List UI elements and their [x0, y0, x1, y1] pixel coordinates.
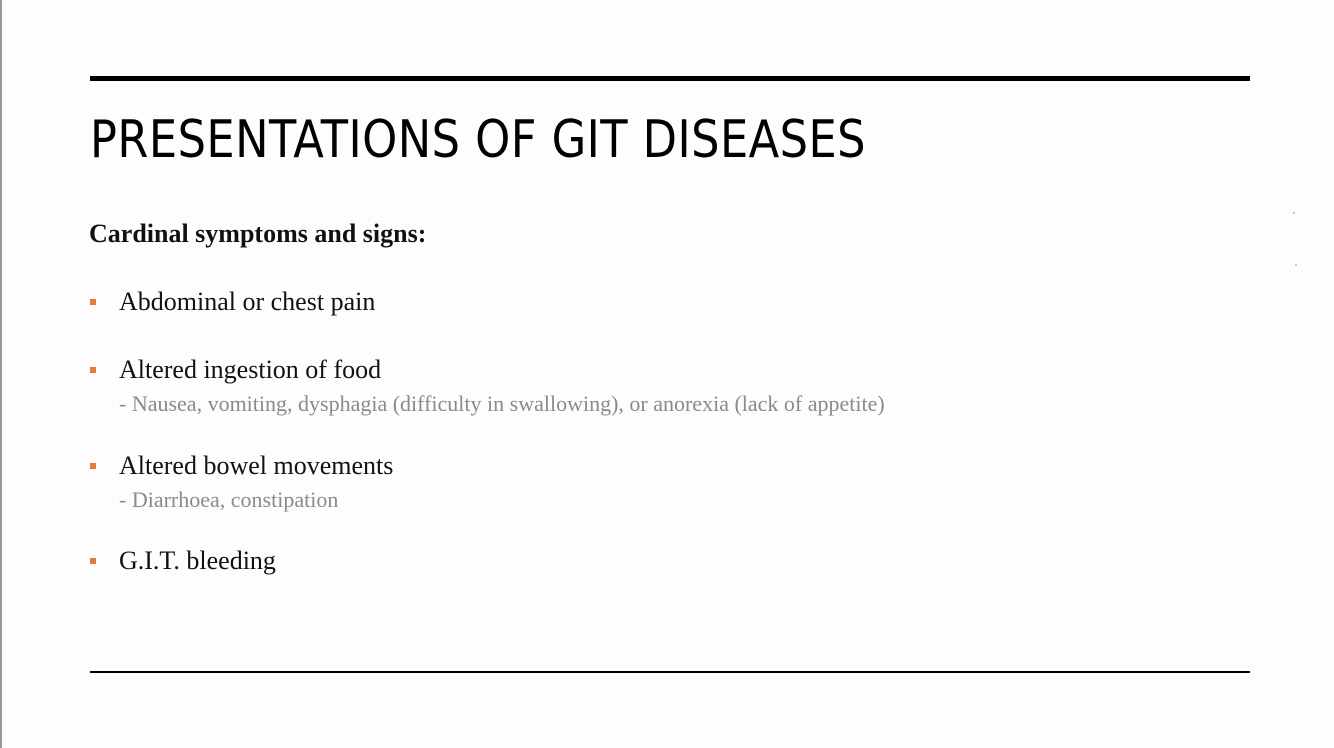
list-item-label: Altered ingestion of food [119, 355, 382, 384]
bottom-divider [90, 671, 1250, 673]
decorative-speck [1293, 212, 1295, 214]
list-item-label: Altered bowel movements [119, 451, 394, 480]
top-divider [90, 76, 1250, 81]
section-subheading: Cardinal symptoms and signs: [89, 219, 427, 248]
list-item-label: Abdominal or chest pain [119, 287, 376, 316]
decorative-speck [1295, 264, 1297, 266]
list-item-detail: - Diarrhoea, constipation [119, 487, 339, 512]
bullet-icon [90, 299, 96, 305]
bullet-icon [90, 463, 96, 469]
slide-title: PRESENTATIONS OF GIT DISEASES [90, 110, 866, 170]
list-item-detail: - Nausea, vomiting, dysphagia (difficulty in swallowing), or anorexia (lack of appetite) [119, 391, 885, 416]
bullet-icon [90, 558, 96, 564]
bullet-icon [90, 367, 96, 373]
list-item-label: G.I.T. bleeding [119, 546, 276, 575]
